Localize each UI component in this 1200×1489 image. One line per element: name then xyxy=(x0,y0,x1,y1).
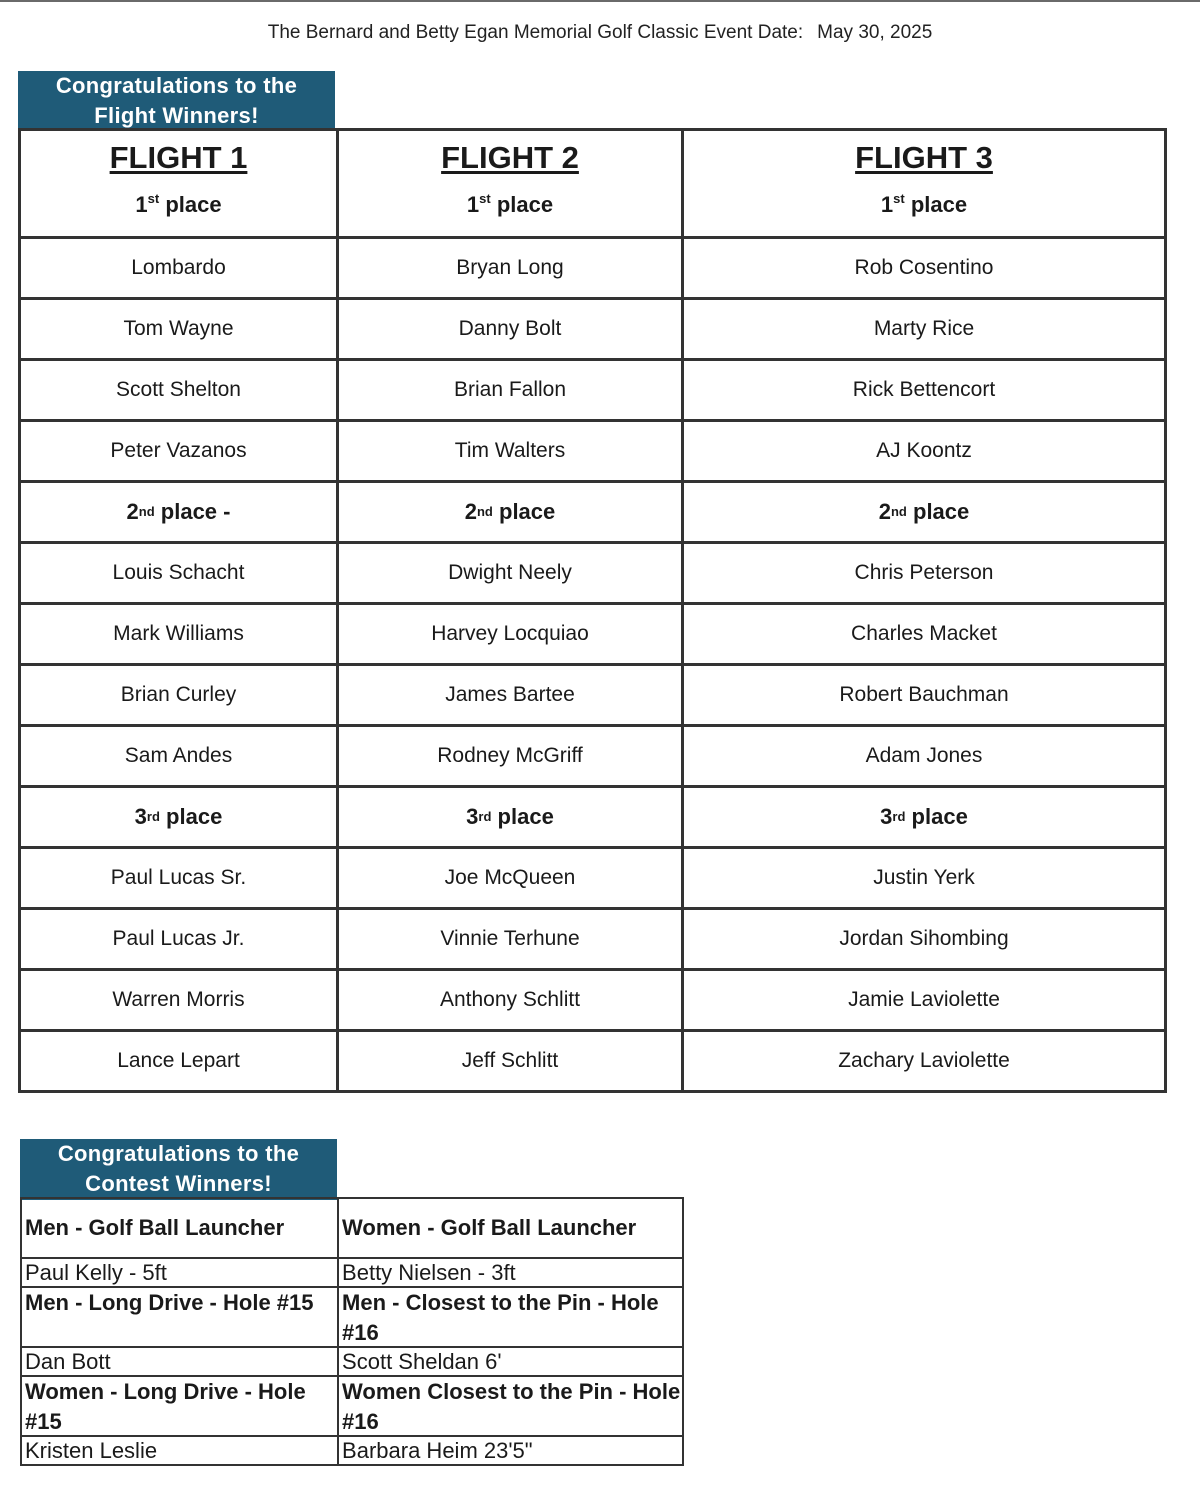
winner-name: Brian Curley xyxy=(21,666,339,727)
winner-name: Lombardo xyxy=(21,239,339,300)
winner-name: Warren Morris xyxy=(21,971,339,1032)
winner-name: Jordan Sihombing xyxy=(684,910,1167,971)
flight-results-table xyxy=(18,128,1167,1093)
table-row xyxy=(21,422,1167,483)
winner-name: Rodney McGriff xyxy=(339,727,684,788)
winner-name: Dwight Neely xyxy=(339,544,684,605)
winner-name: Lance Lepart xyxy=(21,1032,339,1093)
contest-label-row xyxy=(22,1288,684,1348)
contest-winner-row xyxy=(22,1348,684,1377)
winner-name: Rick Bettencort xyxy=(684,361,1167,422)
contest-winners-banner xyxy=(20,1139,337,1200)
place-label: 3 rd place xyxy=(339,788,684,849)
contest-banner-line2: Contest Winners! xyxy=(85,1171,272,1196)
table-row xyxy=(21,544,1167,605)
contest-label-row xyxy=(22,1377,684,1437)
top-rule xyxy=(0,0,1200,2)
contest-winner: Dan Bott xyxy=(22,1348,339,1377)
flight-banner-line1: Congratulations to the xyxy=(55,73,298,98)
contest-label: Men - Long Drive - Hole #15 xyxy=(22,1288,339,1348)
table-row xyxy=(21,361,1167,422)
winner-name: Harvey Locquiao xyxy=(339,605,684,666)
winner-name: Robert Bauchman xyxy=(684,666,1167,727)
event-date: May 30, 2025 xyxy=(817,22,933,43)
place-label: 2 nd place - xyxy=(21,483,339,544)
winner-name: Adam Jones xyxy=(684,727,1167,788)
contest-label: Men - Closest to the Pin - Hole #16 xyxy=(339,1288,684,1348)
flight-header-row xyxy=(21,131,1167,239)
winner-name: Chris Peterson xyxy=(684,544,1167,605)
winner-name: Tim Walters xyxy=(339,422,684,483)
event-title: The Bernard and Betty Egan Memorial Golf Classic Event Date: xyxy=(267,22,804,43)
place-label: 1st place xyxy=(466,191,554,217)
place-row xyxy=(21,788,1167,849)
winner-name: Justin Yerk xyxy=(684,849,1167,910)
contest-winner: Scott Sheldan 6' xyxy=(339,1348,684,1377)
table-row xyxy=(21,239,1167,300)
winner-name: Jeff Schlitt xyxy=(339,1032,684,1093)
flight-winners-banner xyxy=(18,71,335,131)
event-header xyxy=(0,22,1200,44)
flight-title: FLIGHT 3 xyxy=(855,140,993,175)
table-row xyxy=(21,971,1167,1032)
table-row xyxy=(21,666,1167,727)
winner-name: Bryan Long xyxy=(339,239,684,300)
flight-3-header xyxy=(684,131,1167,239)
place-label: 1st place xyxy=(135,191,222,217)
contest-results-table xyxy=(20,1197,684,1466)
contest-label: Women - Long Drive - Hole #15 xyxy=(22,1377,339,1437)
flight-title: FLIGHT 1 xyxy=(109,140,248,175)
contest-label: Men - Golf Ball Launcher xyxy=(22,1199,339,1259)
place-label: 3 rd place xyxy=(21,788,339,849)
table-row xyxy=(21,300,1167,361)
winner-name: AJ Koontz xyxy=(684,422,1167,483)
contest-banner-line1: Congratulations to the xyxy=(57,1141,300,1166)
winner-name: Paul Lucas Jr. xyxy=(21,910,339,971)
contest-label: Women - Golf Ball Launcher xyxy=(339,1199,684,1259)
winner-name: Louis Schacht xyxy=(21,544,339,605)
winner-name: Anthony Schlitt xyxy=(339,971,684,1032)
winner-name: Paul Lucas Sr. xyxy=(21,849,339,910)
winner-name: Jamie Laviolette xyxy=(684,971,1167,1032)
flight-1-header xyxy=(21,131,339,239)
winner-name: Vinnie Terhune xyxy=(339,910,684,971)
place-label: 2 nd place xyxy=(339,483,684,544)
winner-name: Mark Williams xyxy=(21,605,339,666)
flight-banner-line2: Flight Winners! xyxy=(94,103,259,128)
winner-name: Sam Andes xyxy=(21,727,339,788)
winner-name: Danny Bolt xyxy=(339,300,684,361)
winner-name: Brian Fallon xyxy=(339,361,684,422)
winner-name: Charles Macket xyxy=(684,605,1167,666)
contest-winner: Kristen Leslie xyxy=(22,1437,339,1466)
contest-winner: Betty Nielsen - 3ft xyxy=(339,1259,684,1288)
winner-name: James Bartee xyxy=(339,666,684,727)
table-row xyxy=(21,727,1167,788)
contest-label-row xyxy=(22,1199,684,1259)
place-row xyxy=(21,483,1167,544)
contest-label: Women Closest to the Pin - Hole #16 xyxy=(339,1377,684,1437)
table-row xyxy=(21,910,1167,971)
contest-winner: Paul Kelly - 5ft xyxy=(22,1259,339,1288)
winner-name: Zachary Laviolette xyxy=(684,1032,1167,1093)
table-row xyxy=(21,849,1167,910)
flight-2-header xyxy=(339,131,684,239)
contest-winner: Barbara Heim 23'5" xyxy=(339,1437,684,1466)
winner-name: Rob Cosentino xyxy=(684,239,1167,300)
table-row xyxy=(21,605,1167,666)
winner-name: Tom Wayne xyxy=(21,300,339,361)
place-label: 3 rd place xyxy=(684,788,1167,849)
flight-title: FLIGHT 2 xyxy=(441,140,579,175)
place-label: 1st place xyxy=(880,191,968,217)
winner-name: Marty Rice xyxy=(684,300,1167,361)
winner-name: Peter Vazanos xyxy=(21,422,339,483)
place-label: 2 nd place xyxy=(684,483,1167,544)
winner-name: Scott Shelton xyxy=(21,361,339,422)
table-row xyxy=(21,1032,1167,1093)
winner-name: Joe McQueen xyxy=(339,849,684,910)
contest-winner-row xyxy=(22,1259,684,1288)
contest-winner-row xyxy=(22,1437,684,1466)
